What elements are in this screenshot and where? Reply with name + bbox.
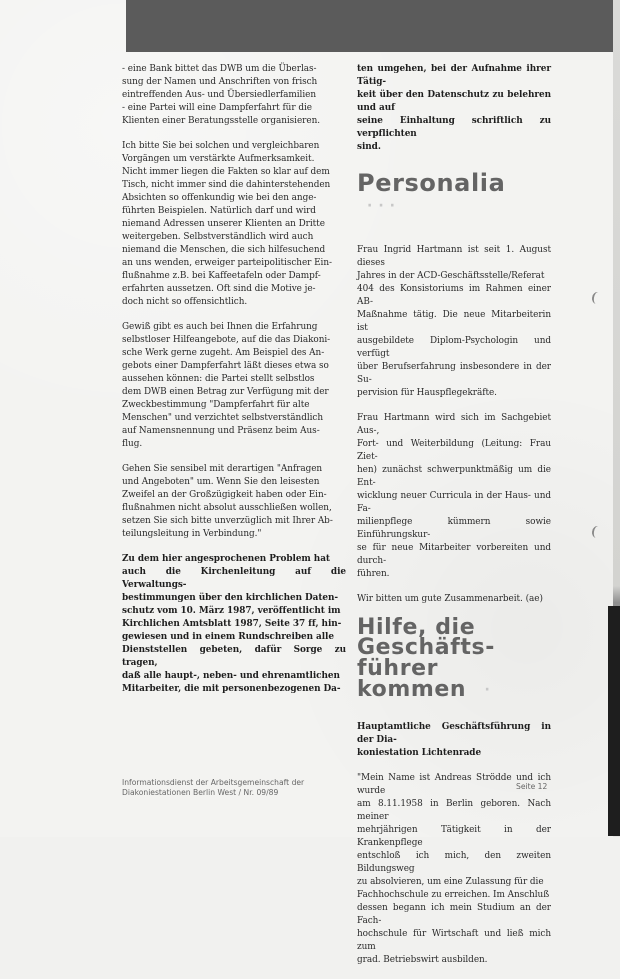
left-paragraph-2: Ich bitte Sie bei solchen und vergleichbaren Vorgängen um verstärkte Aufmerksamkeit. Nicht immer liegen die Fakten so klar auf dem Tisch, nicht immer sind die dahinterstehenden Absichten so offenkundig wie bei den ange- führten Beispielen. Natürlich darf und wird niemand Adressen unserer Klienten an Dritte weitergeben. Selbstverständlich wird auch niemand die Menschen, die sich hilfesuchend an uns wenden, erweiger parteipolitischer Ein- flußnahme z.B. bei Kaffeetafeln oder Dampf- erfahrten aussetzen. Oft sind die Motive je- doch nicht so offensichtlich. bbox=[122, 141, 332, 307]
heading-ornament: · bbox=[484, 681, 496, 698]
left-paragraph-4: Gehen Sie sensibel mit derartigen "Anfragen und Angeboten" um. Wenn Sie den leisesten Zweifel an der Großzügigkeit haben oder Ein- flußnahmen nicht absolut ausschließen wollen, setzen Sie sich bitte unverzüglich mit Ihrer Ab- teilungsleitung in Verbindung." bbox=[122, 464, 333, 539]
personalia-heading bbox=[357, 169, 551, 218]
personalia-heading-text: Personalia bbox=[357, 169, 506, 197]
hilfe-heading-line-2: führer kommen bbox=[357, 656, 467, 703]
hilfe-heading-line-1: Hilfe, die Geschäfts- bbox=[357, 614, 495, 661]
right-paragraph-3: Frau Hartmann wird sich im Sachgebiet Aus-, Fort- und Weiterbildung (Leitung: Frau Ziet- hen) zunächst schwerpunktmäßig um die Ent- wicklung neuer Curricula in der Haus- und Fa- milienpflege kümmern sowie Einführungskur- se für neue Mitarbeiter vorbereiten und durch- führen. bbox=[357, 412, 551, 579]
right-paragraph-5: Hauptamtliche Geschäftsführung in der Dia- koniestation Lichtenrade bbox=[357, 722, 551, 759]
right-column bbox=[357, 63, 551, 979]
right-paragraph-1: ten umgehen, bei der Aufnahme ihrer Tätig- keit über den Datenschutz zu belehren und auf seine Einhaltung schriftlich zu verpflichten sind. bbox=[357, 64, 551, 152]
left-paragraph-1: - eine Bank bittet das DWB um die Überlas- sung der Namen und Anschriften von frisch eintreffenden Aus- und Übersiedlerfamilien - eine Partei will eine Dampferfahrt für die Klienten einer Beratungsstelle organisieren. bbox=[122, 64, 321, 126]
left-column bbox=[122, 63, 346, 708]
footer-page-label: Seite 12 bbox=[516, 782, 548, 791]
right-paragraph-6: "Mein Name ist Andreas Strödde und ich wurde am 8.11.1958 in Berlin geboren. Nach meiner mehrjährigen Tätigkeit in der Krankenpflege entschloß ich mich, den zweiten Bildungsweg zu absolvieren, um eine Zulassung für die Fachhochschule zu erreichen. Im Anschluß dessen begann ich mein Studium an der Fach- hochschule für Wirtschaft und ließ mich zum grad. Betriebswirt ausbilden. bbox=[357, 773, 551, 966]
hilfe-heading bbox=[357, 614, 551, 703]
left-paragraph-3: Gewiß gibt es auch bei Ihnen die Erfahrung selbstloser Hilfeangebote, auf die das Diakoni- sche Werk gerne zugeht. Am Beispiel des An- gebots einer Dampferfahrt läßt dieses etwa so aussehen können: die Partei stellt selbstlos dem DWB einen Betrag zur Verfügung mit der Zweckbestimmung "Dampferfahrt für alte Menschen" und verzichtet selbstverständlich auf Namensnennung und Präsenz beim Aus- flug. bbox=[122, 322, 331, 449]
right-black-strip bbox=[608, 606, 620, 836]
footer-publication: Informationsdienst der Arbeitsgemeinschaft der Diakoniestationen Berlin West / Nr. 09/89 bbox=[122, 778, 305, 797]
heading-ornament: ··· bbox=[367, 198, 401, 215]
header-bar bbox=[126, 0, 620, 52]
left-paragraph-5: Zu dem hier angesprochenen Problem hat auch die Kirchenleitung auf die Verwaltungs- bestimmungen über den kirchlichen Daten- schutz vom 10. März 1987, veröffentlicht im Kirchlichen Amtsblatt 1987, Seite 37 ff, hin- gewiesen und in einem Rundschreiben alle Dienststellen gebeten, dafür Sorge zu tragen, daß alle haupt-, neben- und ehrenamtlichen Mitarbeiter, die mit personenbezogenen Da- bbox=[122, 554, 346, 694]
right-paragraph-2: Frau Ingrid Hartmann ist seit 1. August dieses Jahres in der ACD-Geschäftsstelle/Referat 404 des Konsistoriums im Rahmen einer AB- Maßnahme tätig. Die neue Mitarbeiterin ist ausgebildete Diplom-Psychologin und verfügt über Berufserfahrung insbesondere in der Su- pervision für Hauspflegekräfte. bbox=[357, 244, 551, 398]
right-paragraph-4: Wir bitten um gute Zusammenarbeit. (ae) bbox=[357, 593, 543, 604]
